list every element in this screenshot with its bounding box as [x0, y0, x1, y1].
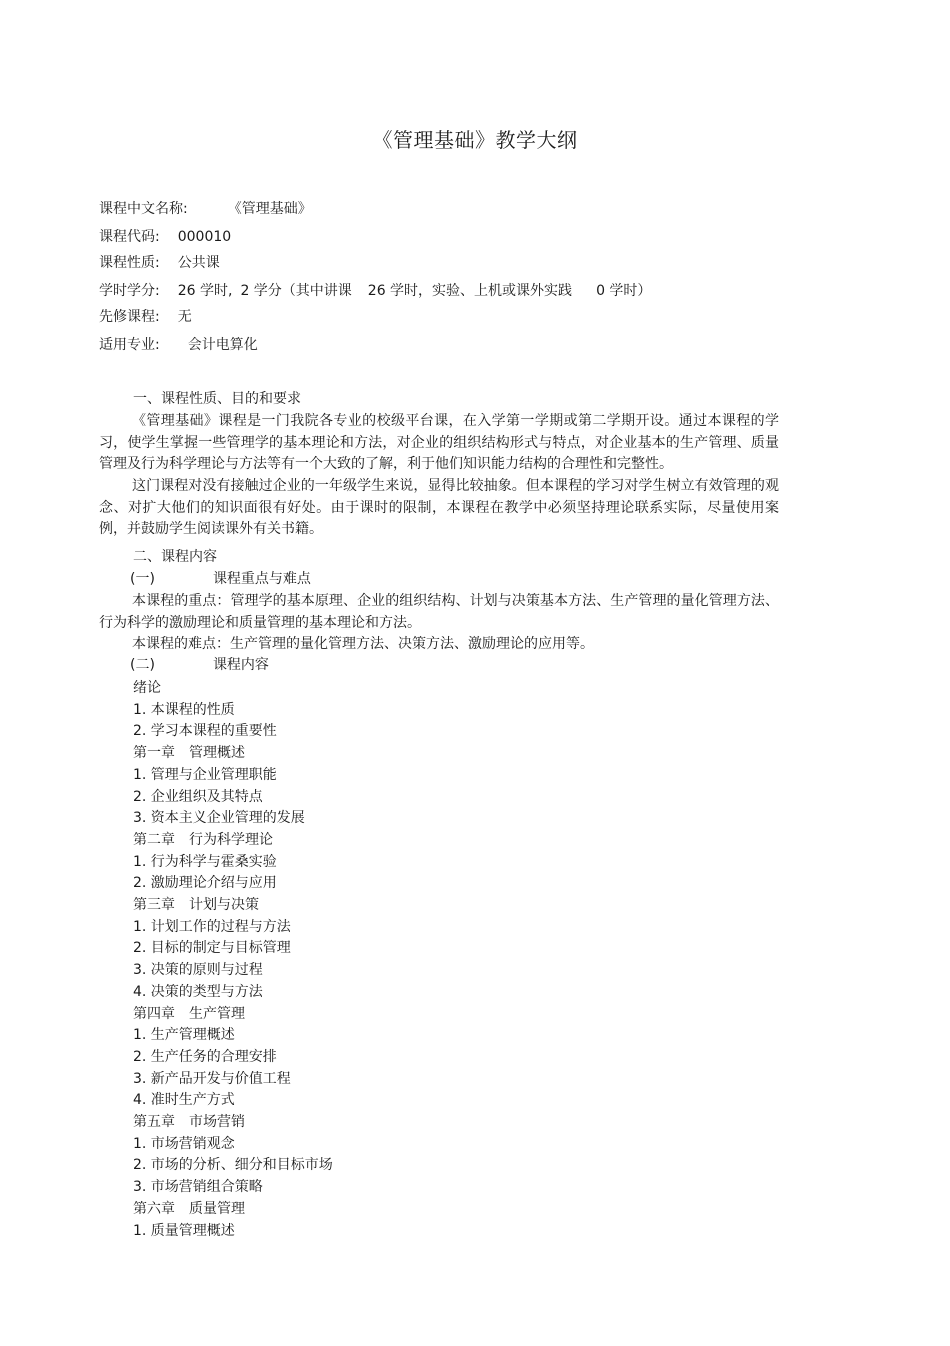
- course-name-label: 课程中文名称:: [99, 201, 188, 217]
- outline-item: 1. 市场营销观念: [133, 1135, 235, 1152]
- subsection1-heading: [130, 570, 311, 588]
- outline-item: 3. 新产品开发与价值工程: [133, 1070, 291, 1087]
- outline-item: 1. 管理与企业管理职能: [133, 766, 277, 783]
- outline-chapter-heading: 第三章 计划与决策: [133, 897, 259, 913]
- course-major-row: [99, 336, 258, 354]
- outline-item: 1. 本课程的性质: [133, 701, 235, 718]
- subsection2-title: 课程内容: [212, 657, 269, 673]
- outline-chapter-heading: 第六章 质量管理: [133, 1200, 245, 1217]
- outline-item: 3. 资本主义企业管理的发展: [133, 810, 305, 827]
- course-hours-row: [99, 282, 651, 300]
- outline-item: 1. 生产管理概述: [133, 1027, 235, 1044]
- course-prereq-label: 先修课程:: [99, 309, 160, 325]
- course-difficulty-paragraph: 本课程的难点：生产管理的量化管理方法、决策方法、激励理论的应用等。: [132, 636, 594, 652]
- course-hours-label: 学时学分:: [99, 283, 160, 299]
- course-code-label: 课程代码:: [99, 229, 160, 245]
- outline-item: 2. 学习本课程的重要性: [133, 723, 277, 740]
- course-nature-row: [99, 254, 220, 272]
- course-credits: 2 学分（其中讲课: [240, 283, 352, 299]
- course-nature-value: 公共课: [177, 255, 220, 271]
- outline-item: 2. 生产任务的合理安排: [133, 1048, 277, 1065]
- outline-item: 3. 决策的原则与过程: [133, 962, 263, 979]
- course-major-label: 适用专业:: [99, 337, 160, 353]
- outline-item: 1. 计划工作的过程与方法: [133, 918, 291, 935]
- section1-paragraph-2: 这门课程对没有接触过企业的一年级学生来说，显得比较抽象。但本课程的学习对学生树立有效管理的观念、对扩大他们的知识面很有好处。由于课时的限制，本课程在教学中必须坚持理论联系实际，尽量使用案例，并鼓励学生阅读课外有关书籍。: [99, 478, 779, 537]
- outline-item: 2. 市场的分析、细分和目标市场: [133, 1157, 333, 1174]
- course-name-row: [99, 200, 312, 218]
- subsection1-title: 课程重点与难点: [212, 571, 311, 587]
- course-practice-hours: 0 学时）: [596, 283, 652, 299]
- section1-paragraph-1: 《管理基础》课程是一门我院各专业的校级平台课，在入学第一学期或第二学期开设。通过本课程的学习，使学生掌握一些管理学的基本理论和方法，对企业的组织结构形式与特点，对企业基本的生产管理、质量管理及行为科学理论与方法等有一个大致的了解，利于他们知识能力结构的合理性和完整性。: [99, 413, 779, 472]
- subsection1-number: (一): [130, 571, 155, 587]
- outline-item: 2. 目标的制定与目标管理: [133, 940, 291, 957]
- outline-chapter-heading: 第五章 市场营销: [133, 1114, 245, 1130]
- section2-heading: 二、课程内容: [133, 549, 217, 565]
- page-title: 《管理基础》教学大纲: [372, 128, 578, 152]
- outline-item: 2. 激励理论介绍与应用: [133, 875, 277, 892]
- outline-chapter-heading: 绪论: [133, 680, 161, 696]
- subsection2-heading: [130, 656, 269, 674]
- outline-chapter-heading: 第二章 行为科学理论: [133, 831, 273, 848]
- course-prereq-row: [99, 308, 192, 326]
- outline-item: 4. 决策的类型与方法: [133, 983, 263, 1000]
- outline-item: 2. 企业组织及其特点: [133, 788, 263, 805]
- course-prereq-value: 无: [177, 309, 192, 325]
- course-hours-total: 26 学时,: [177, 283, 233, 299]
- course-name-value: 《管理基础》: [227, 201, 312, 217]
- course-code-row: [99, 228, 231, 246]
- outline-item: 1. 行为科学与霍桑实验: [133, 853, 277, 870]
- course-nature-label: 课程性质:: [99, 255, 160, 271]
- outline-item: 4. 准时生产方式: [133, 1092, 235, 1109]
- course-focus-paragraph: 本课程的重点：管理学的基本原理、企业的组织结构、计划与决策基本方法、生产管理的量化管理方法、行为科学的激励理论和质量管理的基本理论和方法。: [99, 593, 779, 631]
- outline-chapter-heading: 第四章 生产管理: [133, 1005, 245, 1022]
- course-major-value: 会计电算化: [187, 337, 258, 353]
- outline-item: 1. 质量管理概述: [133, 1222, 235, 1239]
- course-lecture-hours: 26 学时，实验、上机或课外实践: [367, 283, 573, 299]
- section1-heading: 一、课程性质、目的和要求: [133, 391, 301, 407]
- subsection2-number: (二): [130, 657, 155, 673]
- course-code-value: 000010: [177, 229, 232, 245]
- outline-chapter-heading: 第一章 管理概述: [133, 745, 245, 762]
- outline-item: 3. 市场营销组合策略: [133, 1179, 263, 1196]
